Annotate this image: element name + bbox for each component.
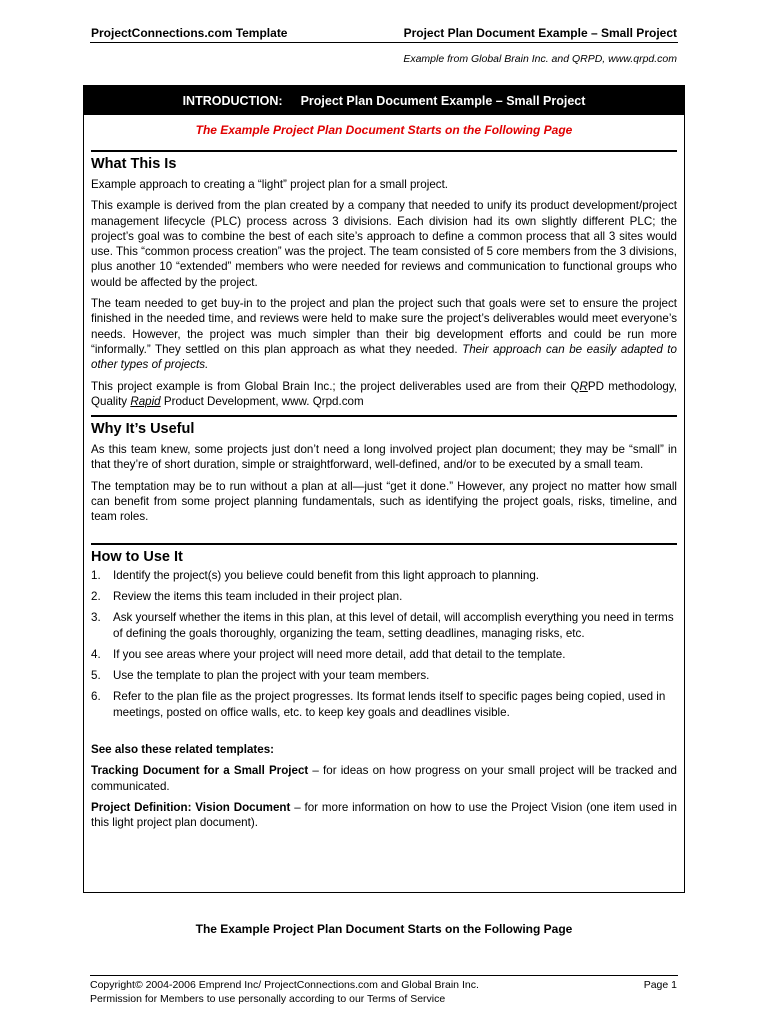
footer-permission: Permission for Members to use personally according to our Terms of Service <box>90 993 446 1005</box>
what-p3: The team needed to get buy-in to the project and plan the project such that goals were set to ensure the project finished in the needed time, and reviews were held to make sure the project’s deliverables would meet everyone’s needs. However, the project was much simpler than their big development efforts and could be run more “informally.” They settled on this plan approach as what they needed. Their approach can be easily adapted to other types of projects. <box>91 297 677 372</box>
related-1-name[interactable]: Tracking Document for a Small Project <box>91 764 309 778</box>
what-p2: This example is derived from the plan created by a company that needed to unify its product development/project management lifecycle (PLC) process across 3 divisions. Each division had its own slightly different PLC; the project’s goal was to combine the best of each site’s approach to define a common process that all 3 sites would use. This “common process creation” was the project. The team consisted of 5 core members from the 3 divisions, plus another 10 “extended” members who were needed for reviews and communication to functional groups who would be affected by the project. <box>91 199 677 289</box>
what-p1: Example approach to creating a “light” project plan for a small project. <box>91 178 449 191</box>
why-p2: The temptation may be to run without a plan at all—just “get it done.” However, any project no matter how small can benefit from some project planning fundamentals, such as identifying the project goals, risks, timeline, and team roles. <box>91 479 677 524</box>
related-1: Tracking Document for a Small Project – for ideas on how progress on your small project will be tracked and communicated. <box>91 764 677 793</box>
related-2-name[interactable]: Project Definition: Vision Document <box>91 800 291 814</box>
intro-title: Project Plan Document Example – Small Project <box>300 93 586 108</box>
what-p4: This project example is from Global Brain Inc.; the project deliverables used are from their QRPD methodology, Quality Rapid Product Development, www. Qrpd.com <box>91 379 678 408</box>
red-note: The Example Project Plan Document Starts on the Following Page <box>195 123 573 137</box>
how-list <box>91 568 677 720</box>
list-item: 5. Use the template to plan the project with your team members. <box>91 669 430 683</box>
intro-box <box>83 85 685 893</box>
list-item: 3. Ask yourself whether the items in this plan, at this level of detail, will accomplish everything you need in terms of defining the goals thoroughly, organizing the team, setting deadlines, managing risks, etc. <box>91 611 674 640</box>
list-item: 4. If you see areas where your project will need more detail, add that detail to the template. <box>91 647 566 661</box>
intro-content <box>84 150 684 831</box>
page-header <box>90 26 678 43</box>
list-item: 2. Review the items this team included in their project plan. <box>91 589 403 603</box>
footer-rule <box>90 975 678 976</box>
page-number: Page 1 <box>643 979 677 991</box>
what-heading: What This Is <box>91 150 677 175</box>
why-heading: Why It’s Useful <box>91 415 677 440</box>
related-heading: See also these related templates: <box>91 743 275 757</box>
intro-label: INTRODUCTION: <box>182 93 283 108</box>
footer-copyright: Copyright© 2004-2006 Emprend Inc/ ProjectConnections.com and Global Brain Inc. <box>90 979 479 991</box>
list-item: 1. Identify the project(s) you believe could benefit from this light approach to planning. <box>91 568 539 582</box>
related-2: Project Definition: Vision Document – for more information on how to use the Project Vision (one item used in this light project plan document). <box>91 800 677 830</box>
page-footer <box>90 978 678 1006</box>
bottom-note: The Example Project Plan Document Starts on the Following Page <box>195 922 573 936</box>
how-heading: How to Use It <box>91 543 677 568</box>
header-left: ProjectConnections.com Template <box>91 26 288 40</box>
list-item: 6. Refer to the plan file as the project progresses. Its format lends itself to specific pages being copied, used in meetings, posted on office walls, etc. to keep key goals and deadlines visible. <box>91 690 666 719</box>
header-right: Project Plan Document Example – Small Project <box>403 26 677 40</box>
source-note: Example from Global Brain Inc. and QRPD, www.qrpd.com <box>403 53 677 65</box>
why-p1: As this team knew, some projects just don’t need a long involved project plan document; they may be “small” in that they’re of short duration, simple or straightforward, well-defined, and/or to be executed by a small team. <box>91 443 677 472</box>
intro-band <box>84 86 684 115</box>
